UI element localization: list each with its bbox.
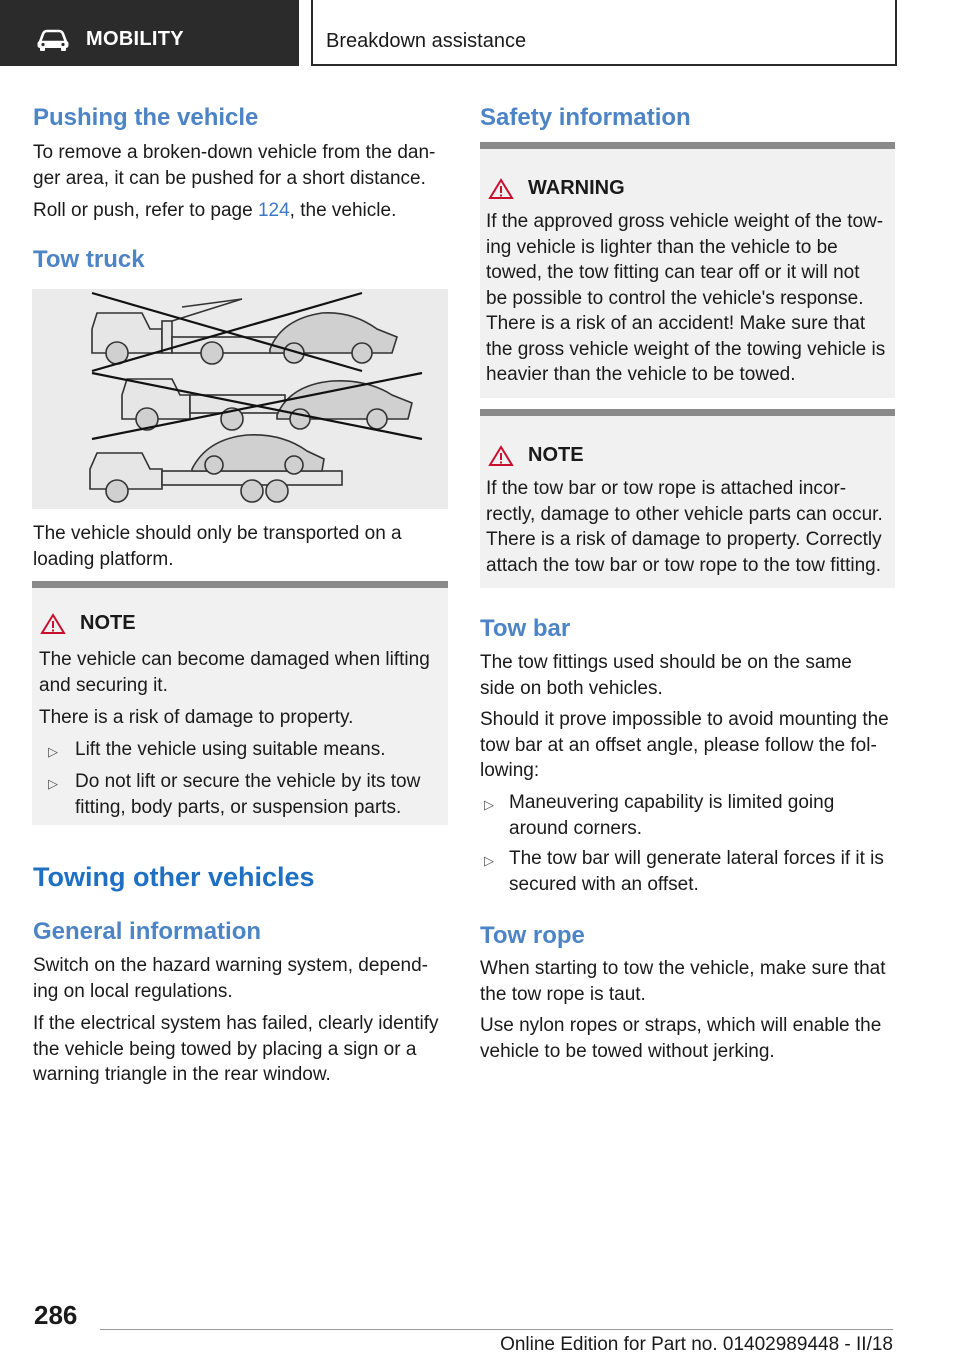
note-label-right: NOTE	[528, 444, 584, 466]
tow-truck-illustration	[32, 289, 448, 509]
note-box-left	[32, 581, 448, 825]
header-section-label: MOBILITY	[86, 28, 184, 50]
tow-truck-drawing	[32, 289, 448, 509]
note-label-left: NOTE	[80, 612, 136, 634]
tow-bar-bullet-1: Maneuvering capability is limited going around corners.	[509, 792, 835, 839]
pushing-paragraph-2: Roll or push, refer to page 124, the vehicle.	[33, 200, 397, 221]
note-right-text: If the tow bar or tow rope is attached incor- rectly, damage to other vehicle parts can occur. There is a risk of damage to property. Correctly attach the tow bar or tow rope to the tow fitting.	[486, 478, 883, 576]
tow-rope-heading: Tow rope	[480, 922, 585, 949]
page-number: 286	[34, 1300, 78, 1330]
pushing-paragraph-1: To remove a broken-down vehicle from the dan- ger area, it can be pushed for a short distance.	[33, 142, 436, 189]
towing-heading: Towing other vehicles	[33, 862, 315, 892]
warning-triangle-icon	[488, 445, 514, 467]
tow-bar-bullet-2: The tow bar will generate lateral forces if it is secured with an offset.	[509, 848, 884, 895]
triangle-bullet-icon: ▷	[48, 776, 58, 791]
warning-triangle-icon	[488, 178, 514, 200]
note-left-paragraph-2: There is a risk of damage to property.	[39, 707, 354, 728]
note-left-bullet-2: Do not lift or secure the vehicle by its tow fitting, body parts, or suspension parts.	[75, 771, 421, 818]
tow-truck-caption: The vehicle should only be transported on a loading platform.	[33, 523, 402, 570]
footer-rule	[100, 1329, 893, 1330]
warning-text: If the approved gross vehicle weight of the tow- ing vehicle is lighter than the vehicle to be towed, the tow fitting can tear off or it will not be possible to control the vehicle's response. There is a risk of an accident! Make sure that the gross vehicle weight of the towing vehicle is heavier than the vehicle to be towed.	[486, 211, 886, 385]
footer-edition: Online Edition for Part no. 01402989448 - II/18	[500, 1334, 893, 1355]
triangle-bullet-icon: ▷	[484, 797, 494, 812]
tow-bar-heading: Tow bar	[480, 615, 571, 642]
tow-truck-heading: Tow truck	[33, 246, 145, 273]
warning-triangle-icon	[40, 613, 66, 635]
note-left-bullet-1: Lift the vehicle using suitable means.	[75, 739, 386, 760]
page-reference-link[interactable]: 124	[257, 200, 290, 221]
tow-bar-paragraph-2: Should it prove impossible to avoid mounting the tow bar at an offset angle, please follow the fol- lowing:	[480, 709, 889, 781]
car-icon	[36, 28, 70, 52]
general-info-paragraph-2: If the electrical system has failed, clearly identify the vehicle being towed by placing a sign or a warning triangle in the rear window.	[33, 1013, 439, 1085]
header-title: Breakdown assistance	[326, 30, 527, 52]
warning-box	[480, 142, 895, 398]
general-info-paragraph-1: Switch on the hazard warning system, depend- ing on local regulations.	[33, 955, 428, 1002]
note-box-right	[480, 409, 895, 588]
triangle-bullet-icon: ▷	[484, 853, 494, 868]
pushing-heading: Pushing the vehicle	[33, 104, 259, 131]
warning-label: WARNING	[528, 177, 625, 199]
tow-rope-paragraph-2: Use nylon ropes or straps, which will enable the vehicle to be towed without jerking.	[480, 1015, 882, 1062]
safety-heading: Safety information	[480, 104, 691, 131]
note-left-paragraph-1: The vehicle can become damaged when lifting and securing it.	[39, 649, 430, 696]
tow-bar-paragraph-1: The tow fittings used should be on the same side on both vehicles.	[480, 652, 852, 699]
tow-rope-paragraph-1: When starting to tow the vehicle, make sure that the tow rope is taut.	[480, 958, 886, 1005]
general-info-heading: General information	[33, 918, 262, 945]
triangle-bullet-icon: ▷	[48, 744, 58, 759]
